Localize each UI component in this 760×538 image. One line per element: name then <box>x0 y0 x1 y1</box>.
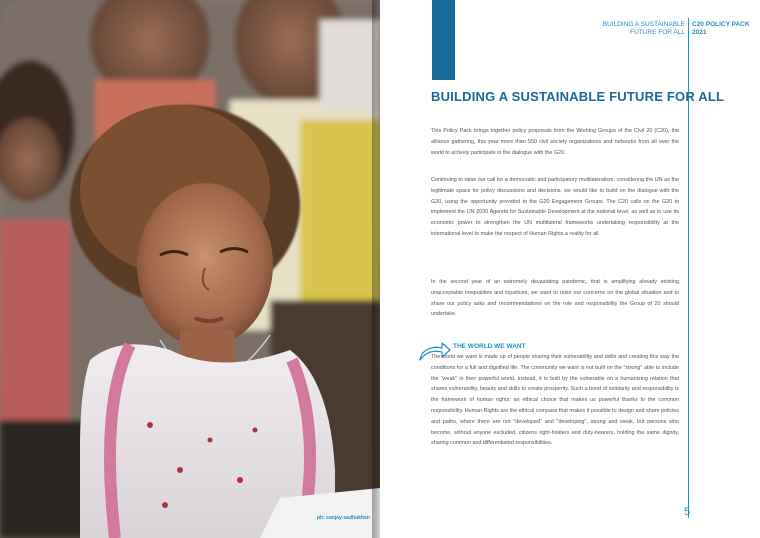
accent-bar <box>432 0 455 80</box>
running-header-line2: FUTURE FOR ALL <box>630 29 685 36</box>
intro-paragraph-2: Continuing to raise our call for a democratic and participatory multilateralism, considering the UN as the legitimate space for policy discussions and decisions, we would like to build on the dialogue with the G20, using the opportunity provided to the G20 Engagement Groups. The C20 calls on the G20 to implement the UN 2030 Agenda for Sustainable Development at the national level, as well as to use its economic power to strengthen the UN multilateral frameworks undertaking responsibility at the international level to make the respect of Human Rights a reality for all. <box>431 177 679 237</box>
publication-name: C20 POLICY PACK <box>692 21 750 28</box>
intro-paragraph-3: In the second year of an extremely devastating pandemic, that is amplifying already existing unacceptable inequalities and injustices, we want to raise our concerns on the global situation and to share our policy asks and recommendations on the role and responsibility the Group of 20 should undertake. <box>431 279 679 318</box>
publication-year: 2021 <box>692 29 707 36</box>
text-page <box>380 0 760 538</box>
page-number: 5 <box>684 506 691 518</box>
running-header-line1: BUILDING A SUSTAINABLE <box>602 21 685 28</box>
running-header-title <box>603 21 685 37</box>
section-body: The world we want is made up of people sharing their vulnerability and skills and creating this way the conditions for a full and dignified life. The community we want is not built on the "strong" able to include the "weak" in their powerful world. Instead, it is built by the vulnerable on a humanizing relation that shares vulnerability, beauty and skills to create prosperity. Such a bond of solidarity and responsibility is the framework of human rights: an ethical choice that makes us powerful thanks to the common responsibility. Human Rights are the ethical compass that makes it possible to design and share policies and paths, where there are not "developed" and "developing", strong and weak, but persons who become, without anyone excluded, citizens right-holders and duty-bearers, holding the same dignity, sharing common and differentiated responsibilities. <box>431 354 679 447</box>
page-title: BUILDING A SUSTAINABLE FUTURE FOR ALL <box>431 89 725 104</box>
running-header-publication <box>692 21 750 37</box>
section-heading: THE WORLD WE WANT <box>453 343 526 350</box>
photo-credit: ph: sanjay-sadhukhen <box>317 515 370 521</box>
intro-paragraph-1: This Policy Pack brings together policy proposals from the Working Groups of the Civil 20 (C20), the alliance gathering, this year more than 550 civil society organizations and networks from all over the world to actively participate in the dialogue with the G20. <box>431 128 679 156</box>
